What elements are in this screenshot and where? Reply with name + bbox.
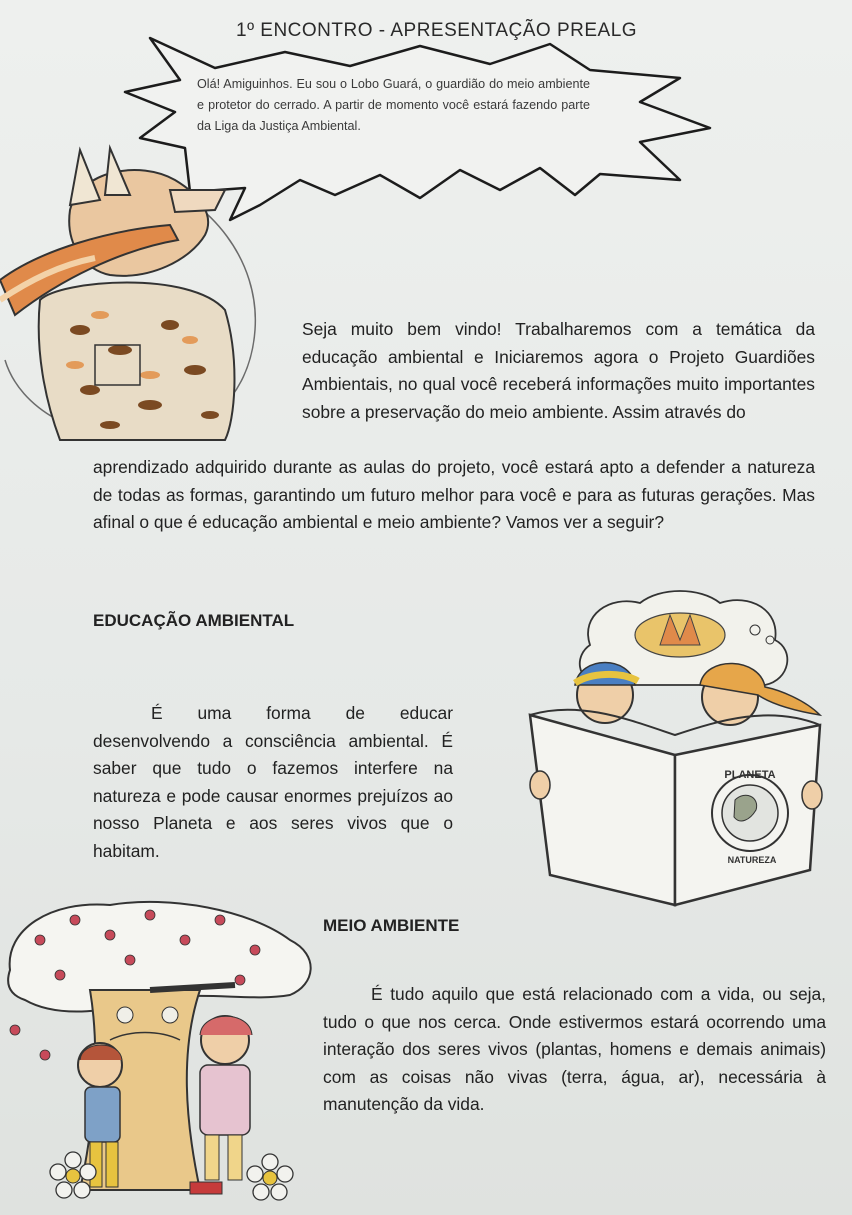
wolf-illustration xyxy=(0,140,270,450)
book-cover-word-bottom: NATUREZA xyxy=(727,855,777,865)
flower-icon xyxy=(48,1150,98,1200)
welcome-paragraph-part1: Seja muito bem vindo! Trabalharemos com a temática da educação ambiental e Iniciaremos agora o Projeto Guardiões Ambientais, no qual você receberá informações muito importantes sobre a preservação do meio ambiente. Assim através do xyxy=(302,319,815,422)
book-cover-word-top: PLANETA xyxy=(724,769,776,781)
section-heading-meio-ambiente: MEIO AMBIENTE xyxy=(323,916,460,935)
speech-bubble-text: Olá! Amiguinhos. Eu sou o Lobo Guará, o guardião do meio ambiente e protetor do cerrado. A partir de momento você estará fazendo parte da Liga da Justiça Ambiental. xyxy=(197,77,590,133)
welcome-paragraph-part2: aprendizado adquirido durante as aulas do projeto, você estará apto a defender a natureza de todas as formas, garantindo um futuro melhor para você e para as futuras gerações. Mas afinal o que é educação ambiental e meio ambiente? Vamos ver a seguir? xyxy=(93,457,815,532)
educacao-paragraph: É uma forma de educar desenvolvendo a consciência ambiental. É saber que tudo o fazemos interfere na natureza e pode causar enormes prejuízos ao nosso Planeta e aos seres vivos que o habitam. xyxy=(93,703,453,861)
page-title: 1º ENCONTRO - APRESENTAÇÃO PREALG xyxy=(236,20,638,41)
meio-ambiente-paragraph: É tudo aquilo que está relacionado com a vida, ou seja, tudo o que nos cerca. Onde estivermos estará ocorrendo uma interação dos seres vivos (plantas, homens e demais animais) com as coisas não vivas (terra, água, ar), necessária à manutenção da vida. xyxy=(323,984,826,1114)
kids-reading-book-illustration xyxy=(520,585,832,910)
flower-icon xyxy=(245,1152,295,1202)
section-heading-educacao: EDUCAÇÃO AMBIENTAL xyxy=(93,611,295,630)
